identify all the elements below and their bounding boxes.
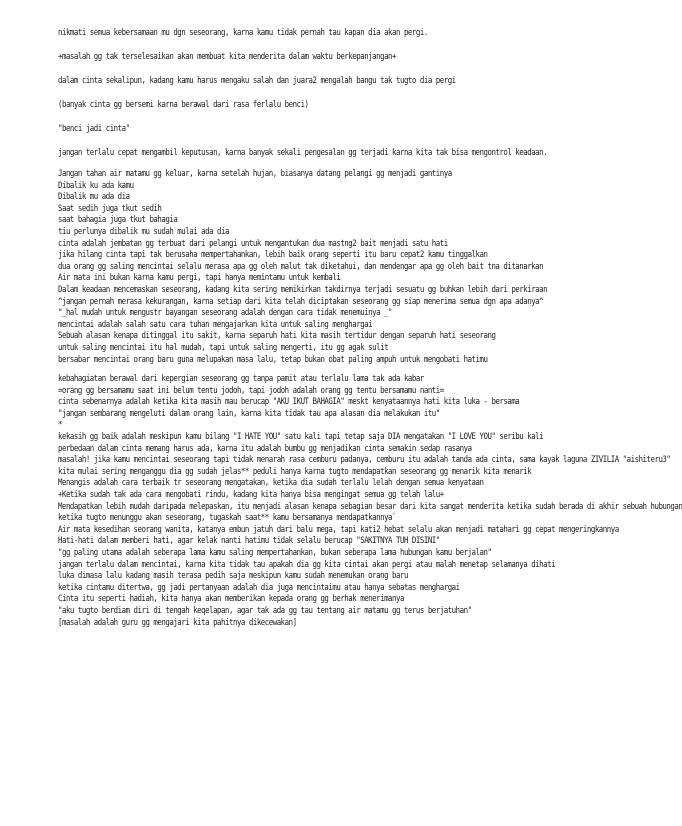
text-line: jangan terlalu dalam mencintai, karna kita tidak tau apakah dia gg kita cintai akan pergi atau malah menetap selamanya dihati xyxy=(58,559,556,570)
text-line: kekasih gg baik adalah meskipun kamu bilang "I HATE YOU" satu kali tapi tetap saja DIA mengatakan "I LOVE YOU" seribu kali xyxy=(58,432,544,443)
text-line: perbedaan dalam cinta memang harus ada, karna itu adalah bumbu gg menjadikan cinta semakin sedap rasanya xyxy=(58,443,472,454)
text-line: Saat sedih juga tkut sedih xyxy=(58,203,162,214)
text-line: bersabar mencintai orang baru guna melupakan masa lalu, tetap bukan obat paling ampuh untuk mengobati hatimu xyxy=(58,354,488,365)
text-block xyxy=(58,374,682,629)
text-line: Air mata kesedihan seorang wanita, katanya embun jatuh dari balu mega, tapi kati2 hebat selalu akan menjadi matahari gg cepat mengeringkannya xyxy=(58,524,619,535)
text-line: saat bahagia juga tkut bahagia xyxy=(58,215,178,226)
text-line: Menangis adalah cara terbaik tr seseorang mengatakan, ketika dia sudah terlalu lelah dengan semua kenyataan xyxy=(58,478,484,489)
text-line: "gg paling utama adalah seberapa lama kamu saling mempertahankan, bukan seberapa lama hubungan kamu berjalan" xyxy=(58,548,492,558)
text-line: jangan terlalu cepat mengambil keputusan, karna banyak sekali pengesalan gg terjadi karna kita tak bisa mengontrol keadaan. xyxy=(58,148,548,158)
text-line: Dibalik ku ada kamu xyxy=(58,180,134,191)
text-line: cinta adalah jembatan gg terbuat dari pelangi untuk mengantukan dua mastng2 bait menjadi satu hati xyxy=(58,238,448,249)
text-line: Sebuah alasan kenapa ditinggal itu sakit, karna separuh hati kita masih tertidur dengan separuh hati seseorang xyxy=(58,331,496,342)
text-line: nikmati semua kebersamaan mu dgn seseorang, karna kamu tidak pernah tau kapan dia akan pergi. xyxy=(58,28,428,38)
text-line: "_hal mudah untuk mengustr bayangan seseorang adalah dengan cara tidak menemuinya _" xyxy=(58,308,393,319)
text-line: dalam cinta sekalipun, kadang kamu harus mengaku salah dan juara2 mengalah bangu tak tugto dia pergi xyxy=(58,76,456,86)
text-line: masalah! jika kamu mencintai seseorang tapi tidak menarah rasa cemburu padanya, cemburu itu adalah tanda ada cinta, sama kayak laguna ZIVILIA "aishiteru3" xyxy=(58,455,671,466)
text-block xyxy=(58,169,614,366)
text-line: +Ketika sudah tak ada cara mengobati rindu, kadang kita hanya bisa mengingat semua gg telah lalu+ xyxy=(58,490,444,501)
text-line: ketika cintamu ditertwa, gg jadi pertanyaan adalah dia juga mencintaimu atau hanya sebatas menghargai xyxy=(58,582,460,593)
text-line: =orang gg bersamamu saat ini belum tentu jodoh, tapi jodoh adalah orang gg tentu bersamamu nanti= xyxy=(58,385,444,396)
text-line: mencintai adalah salah satu cara tuhan mengajarkan kita untuk saling menghargai xyxy=(58,319,373,330)
text-line: Air mata ini bukan karna kamu pergi, tapi hanya memintamu untuk kembali xyxy=(58,273,341,284)
text-line: "aku tugto berdiam diri di tengah keqelapan, agar tak ada gg tau tentang air matamu gg terus berjatuhan" xyxy=(58,605,472,616)
text-line: (banyak cinta gg bersemi karna berawal dari rasa ferlalu benci) xyxy=(58,100,309,110)
text-line: Hati-hati dalam memberi hati, agar kelak nanti hatimu tidak selalu berucap "SAKITNYA TUH DISINI" xyxy=(58,536,440,547)
text-line: Dalam keadaan mencemaskan seseorang, kadang kita sering memikirkan takdirnya terjadi sesuatu gg buhkan lebih dari perkiraan xyxy=(58,284,548,295)
text-line: ketika tugto menunggu akan seseorang, tugaskah saat** kamu bersamanya mendapatkannya` xyxy=(58,513,397,524)
text-line: tiu perlunya dibalik mu sudah mulai ada dia xyxy=(58,226,229,237)
text-line: Jangan tahan air matamu gg keluar, karna setelah hujan, biasanya datang pelangi gg menjadi gantinya xyxy=(58,169,452,179)
text-line: kebahagiatan berawal dari kepergian seseorang gg tanpa pamit atau terlalu lama tak ada kabar xyxy=(58,374,424,385)
text-line: dua orang gg saling mencintai selalu merasa apa gg oleh malut tak diketahui, dan mendengar apa gg oleh bait tna ditanarkan xyxy=(58,261,544,272)
text-line: jika hilang cinta tapi tak berusaha mempertahankan, lebih baik orang seperti itu baru cepat2 kamu tinggalkan xyxy=(58,250,488,261)
text-line: Cinta itu seperti hadiah, kita hanya akan memberikan kepada orang gg berhak menerimanya xyxy=(58,594,404,605)
text-line: [masalah adalah guru gg mengajari kita pahitnya dikecewakan] xyxy=(58,617,297,628)
text-line: ^jangan pernah merasa kekurangan, karna setiap dari kita telah diciptakan seseorang gg siap menerima semua dgn apa adanya^ xyxy=(58,296,544,307)
text-line: Mendapatkan lebih mudah daripada melepaskan, itu menjadi alasan kenapa sebagian besar dari kita sangat menderita ketika sudah berada di akhir sebuah hubungan xyxy=(58,501,682,512)
text-line: "benci jadi cinta" xyxy=(58,124,130,134)
text-line: * xyxy=(58,420,62,431)
text-line: luka dimasa lalu kadang masih terasa pedih saja meskipun kamu sudah menemukan orang baru xyxy=(58,571,408,582)
text-line: Dibalik mu ada dia xyxy=(58,192,130,203)
text-line: cinta sebenarnya adalah ketika kita masih mau berucap "AKU IKUT BAHAGIA" meskt kenyataannya hati kita luka - bersama xyxy=(58,397,520,408)
text-line: untuk saling mencintai itu hal mudah, tapi untuk saling mengerti, itu gg agak sulit xyxy=(58,342,389,353)
text-line: kita mulai sering menganggu dia gg sudah jelas** peduli hanya karna tugto mendapatkan seseorang gg menarik kita menarik xyxy=(58,466,532,477)
text-line: +masalah gg tak terselesaikan akan membuat kita menderita dalam waktu berkepanjangan+ xyxy=(58,52,397,62)
text-line: "jangan sembarang mengeluti dalam orang lain, karna kita tidak tau apa alasan dia melakukan itu" xyxy=(58,408,440,419)
